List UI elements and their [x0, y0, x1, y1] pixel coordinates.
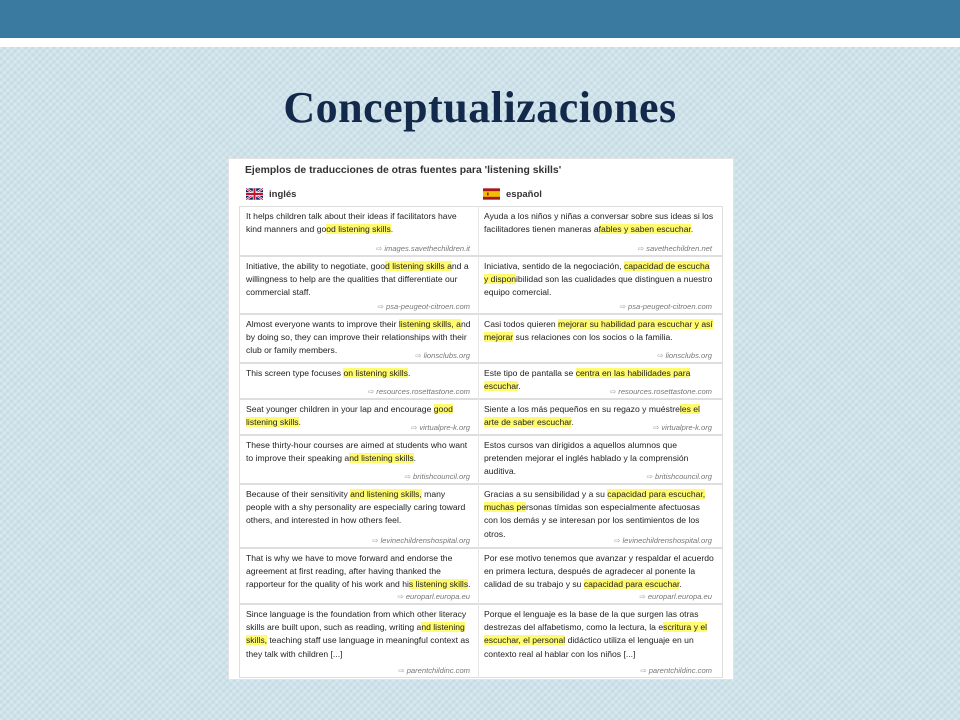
translation-examples-panel [228, 158, 734, 680]
external-link-icon: ⇨ [640, 666, 647, 675]
column-divider [478, 435, 479, 484]
column-divider [478, 363, 479, 399]
column-divider [478, 548, 479, 604]
highlight: d listening skills a [385, 261, 452, 271]
external-link-icon: ⇨ [609, 387, 617, 396]
spanish-sentence: Casi todos quieren mejorar su habilidad para escuchar y así mejorar sus relaciones con los socios o la familia. [484, 319, 713, 343]
column-divider [478, 484, 479, 548]
source-link[interactable]: ⇨ britishcouncil.org [404, 472, 470, 481]
source-link[interactable]: ⇨ images.savethechildren.it [375, 244, 470, 253]
highlight: listening skills, a [398, 319, 461, 329]
spanish-sentence: Estos cursos van dirigidos a aquellos alumnos que pretenden mejorar el inglés hablado y la comprensión auditiva. [484, 440, 689, 477]
translation-row [239, 435, 723, 484]
source-link[interactable]: ⇨ levinechildrenshospital.org [372, 536, 470, 545]
highlight: les el arte de saber escuchar [484, 404, 700, 428]
column-divider [478, 206, 479, 256]
source-link[interactable]: ⇨ virtualpre-k.org [652, 423, 712, 432]
slide-title: Conceptualizaciones [283, 83, 677, 132]
spanish-sentence: Ayuda a los niños y niñas a conversar sobre sus ideas si los facilitadores tienen maneras afables y saben escuchar. [484, 211, 714, 235]
spanish-sentence: Siente a los más pequeños en su regazo y muéstreles el arte de saber escuchar. [484, 404, 700, 428]
highlight: on listening skills [343, 368, 408, 378]
spain-flag-icon [483, 188, 500, 200]
source-link[interactable]: ⇨ lionsclubs.org [415, 351, 470, 360]
highlight: nd listening skills, [246, 622, 465, 646]
highlight: centra en las habilidades para escuchar [484, 368, 691, 392]
external-link-icon: ⇨ [404, 472, 412, 481]
external-link-icon: ⇨ [375, 244, 383, 253]
translation-row [239, 206, 723, 256]
lang-label-english: inglés [269, 188, 297, 200]
english-sentence: This screen type focuses on listening skills. [246, 368, 411, 378]
external-link-icon: ⇨ [619, 302, 626, 311]
english-sentence: Initiative, the ability to negotiate, good listening skills and a willingness to help are the qualities that differentiate our commercial staff. [246, 261, 469, 298]
source-link[interactable]: ⇨ parentchildinc.com [640, 666, 712, 675]
source-link[interactable]: ⇨ britishcouncil.org [646, 472, 712, 481]
external-link-icon: ⇨ [397, 592, 404, 601]
translation-row [239, 399, 723, 435]
column-divider [478, 604, 479, 678]
translation-row [239, 314, 723, 363]
lang-label-spanish: español [506, 188, 542, 200]
translation-row [239, 363, 723, 399]
spanish-sentence: Por ese motivo tenemos que avanzar y respaldar el acuerdo en primera lectura, después de agradecer al ponente la calidad de su trabajo y su capacidad para escuchar. [484, 553, 714, 590]
source-link[interactable]: ⇨ lionsclubs.org [657, 351, 712, 360]
highlight: od listening skills [326, 224, 391, 235]
source-link[interactable]: ⇨ savethechildren.net [637, 244, 712, 253]
source-link[interactable]: ⇨ levinechildrenshospital.org [614, 536, 712, 545]
spanish-sentence: Iniciativa, sentido de la negociación, capacidad de escucha y disponibilidad son las cualidades que distinguen a nuestro equipo comercial. [484, 261, 713, 298]
spanish-sentence: Porque el lenguaje es la base de la que surgen las otras destrezas del alfabetismo, como la lectura, la escritura y el escuchar, el personal didáctico utiliza el lenguaje en un contexto real al hablar con los niños [...] [484, 609, 708, 659]
external-link-icon: ⇨ [637, 244, 645, 253]
spanish-sentence: Este tipo de pantalla se centra en las habilidades para escuchar. [484, 368, 691, 392]
external-link-icon: ⇨ [614, 536, 621, 545]
translation-row [239, 484, 723, 548]
highlight: capacidad de escucha y dispon [484, 261, 710, 285]
source-link[interactable]: ⇨ psa-peugeot-citroen.com [377, 302, 470, 311]
top-bar [0, 0, 960, 38]
highlight: and listening skills, [350, 489, 422, 499]
external-link-icon: ⇨ [646, 472, 654, 481]
english-sentence: Seat younger children in your lap and encourage good listening skills. [246, 404, 453, 428]
column-divider [478, 256, 479, 314]
highlight: good listening skills [246, 404, 453, 428]
external-link-icon: ⇨ [652, 423, 660, 432]
source-link[interactable]: ⇨ resources.rosettastone.com [367, 387, 470, 396]
highlight: s listening skills [408, 579, 469, 590]
highlight: fables y saben escuchar [598, 224, 691, 235]
top-stripe [0, 38, 960, 47]
source-link[interactable]: ⇨ europarl.europa.eu [397, 592, 470, 601]
translation-row [239, 548, 723, 604]
external-link-icon: ⇨ [639, 592, 646, 601]
translation-row [239, 256, 723, 314]
external-link-icon: ⇨ [410, 423, 418, 432]
english-sentence: Because of their sensitivity and listening skills, many people with a shy personality are especially caring toward others, and interested in how others feel. [246, 489, 466, 526]
external-link-icon: ⇨ [377, 302, 384, 311]
panel-title: Ejemplos de traducciones de otras fuentes para 'listening skills' [245, 165, 562, 176]
external-link-icon: ⇨ [398, 666, 405, 675]
lang-header-spanish [483, 187, 542, 201]
source-link[interactable]: ⇨ virtualpre-k.org [410, 423, 470, 432]
highlight: nd listening skills [349, 453, 414, 464]
source-link[interactable]: ⇨ resources.rosettastone.com [609, 387, 712, 396]
external-link-icon: ⇨ [372, 536, 379, 545]
highlight: capacidad para escuchar [583, 579, 680, 590]
source-link[interactable]: ⇨ parentchildinc.com [398, 666, 470, 675]
highlight: capacidad para escuchar, muchas pe [484, 489, 706, 513]
english-sentence: Since language is the foundation from which other literacy skills are built upon, such as reading, writing and listening skills, teaching staff use language in meaningful context as they talk with children [...] [246, 609, 470, 659]
external-link-icon: ⇨ [657, 351, 664, 360]
highlight: mejorar su habilidad para escuchar y así mejorar [484, 319, 713, 343]
source-link[interactable]: ⇨ europarl.europa.eu [639, 592, 712, 601]
english-sentence: That is why we have to move forward and endorse the agreement at first reading, after having thanked the rapporteur for the quality of his work and his listening skills. [246, 553, 471, 590]
column-divider [478, 399, 479, 435]
source-link[interactable]: ⇨ psa-peugeot-citroen.com [619, 302, 712, 311]
lang-header-english [246, 187, 296, 201]
spanish-sentence: Gracias a su sensibilidad y a su capacidad para escuchar, muchas personas tímidas son especialmente afectuosas con los demás y se interesan por los sentimientos de los otros. [484, 489, 706, 539]
column-divider [478, 314, 479, 363]
uk-flag-icon [246, 188, 263, 200]
highlight: scritura y el escuchar, el personal [484, 622, 708, 646]
translation-row [239, 604, 723, 678]
external-link-icon: ⇨ [415, 351, 422, 360]
external-link-icon: ⇨ [367, 387, 375, 396]
english-sentence: Almost everyone wants to improve their listening skills, and by doing so, they can improve their relationships with their club or family members. [246, 319, 471, 356]
english-sentence: These thirty-hour courses are aimed at students who want to improve their speaking and listening skills. [246, 440, 468, 464]
english-sentence: It helps children talk about their ideas if facilitators have kind manners and good listening skills. [246, 211, 457, 235]
